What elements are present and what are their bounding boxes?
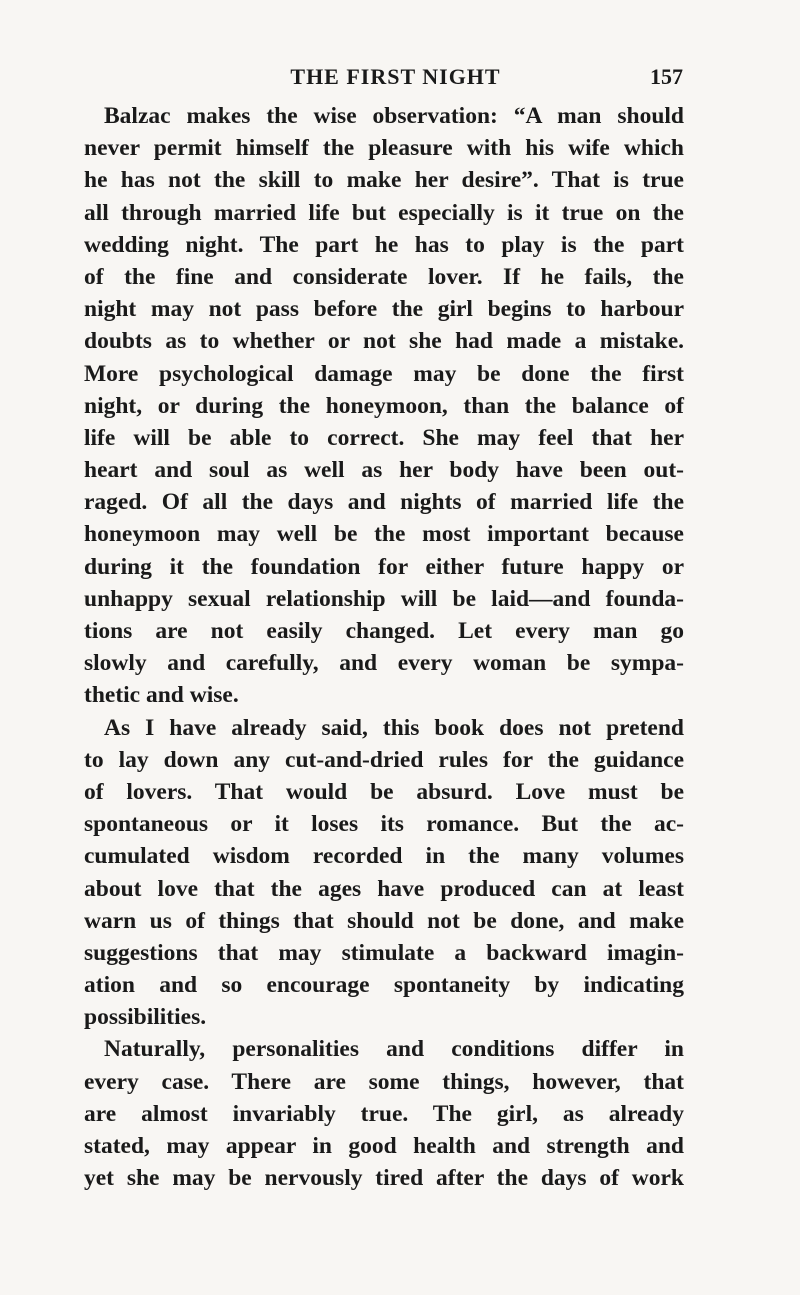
text-line: suggestions that may stimulate a backward imagin- <box>84 939 684 966</box>
text-line: about love that the ages have produced can at least <box>84 875 684 902</box>
text-line: heart and soul as well as her body have been out- <box>84 457 684 484</box>
text-line: every case. There are some things, however, that <box>84 1068 684 1095</box>
text-line: life will be able to correct. She may feel that her <box>84 424 684 451</box>
text-line: never permit himself the pleasure with his wife which <box>84 135 684 162</box>
text-line: raged. Of all the days and nights of married life the <box>84 489 684 516</box>
text-line: of lovers. That would be absurd. Love must be <box>84 778 684 805</box>
text-line: night, or during the honeymoon, than the balance of <box>84 392 684 419</box>
text-line: all through married life but especially is it true on the <box>84 199 684 226</box>
text-line: warn us of things that should not be done, and make <box>84 907 684 934</box>
text-line: to lay down any cut-and-dried rules for the guidance <box>84 746 684 773</box>
text-line: ation and so encourage spontaneity by indicating <box>84 972 684 999</box>
text-line: yet she may be nervously tired after the days of work <box>84 1165 684 1192</box>
text-line: slowly and carefully, and every woman be sympa- <box>84 650 684 677</box>
text-line: possibilities. <box>84 1004 207 1031</box>
text-line: cumulated wisdom recorded in the many volumes <box>84 843 684 870</box>
running-head <box>108 64 683 94</box>
text-line: Balzac makes the wise observation: “A man should <box>104 103 684 129</box>
text-line: wedding night. The part he has to play is the part <box>84 231 684 258</box>
page-number: 157 <box>650 64 683 89</box>
text-line: spontaneous or it loses its romance. But the ac- <box>84 811 684 838</box>
text-line: stated, may appear in good health and strength and <box>84 1133 684 1159</box>
text-line: tions are not easily changed. Let every man go <box>84 618 684 644</box>
running-head-title: THE FIRST NIGHT <box>290 64 501 89</box>
text-line: As I have already said, this book does not pretend <box>104 714 684 741</box>
text-line: More psychological damage may be done the first <box>84 360 684 387</box>
text-line: doubts as to whether or not she had made a mistake. <box>84 328 684 355</box>
text-line: are almost invariably true. The girl, as already <box>84 1100 684 1127</box>
text-line: during it the foundation for either future happy or <box>84 553 684 580</box>
text-line: thetic and wise. <box>84 682 239 709</box>
text-line: he has not the skill to make her desire”. That is true <box>84 167 684 194</box>
text-line: honeymoon may well be the most important because <box>84 521 684 548</box>
text-line: of the fine and considerate lover. If he fails, the <box>84 263 684 290</box>
text-line: unhappy sexual relationship will be laid—and founda- <box>84 585 684 612</box>
text-line: Naturally, personalities and conditions differ in <box>104 1036 684 1063</box>
text-line: night may not pass before the girl begins to harbour <box>84 296 684 323</box>
body-text <box>84 100 684 1194</box>
